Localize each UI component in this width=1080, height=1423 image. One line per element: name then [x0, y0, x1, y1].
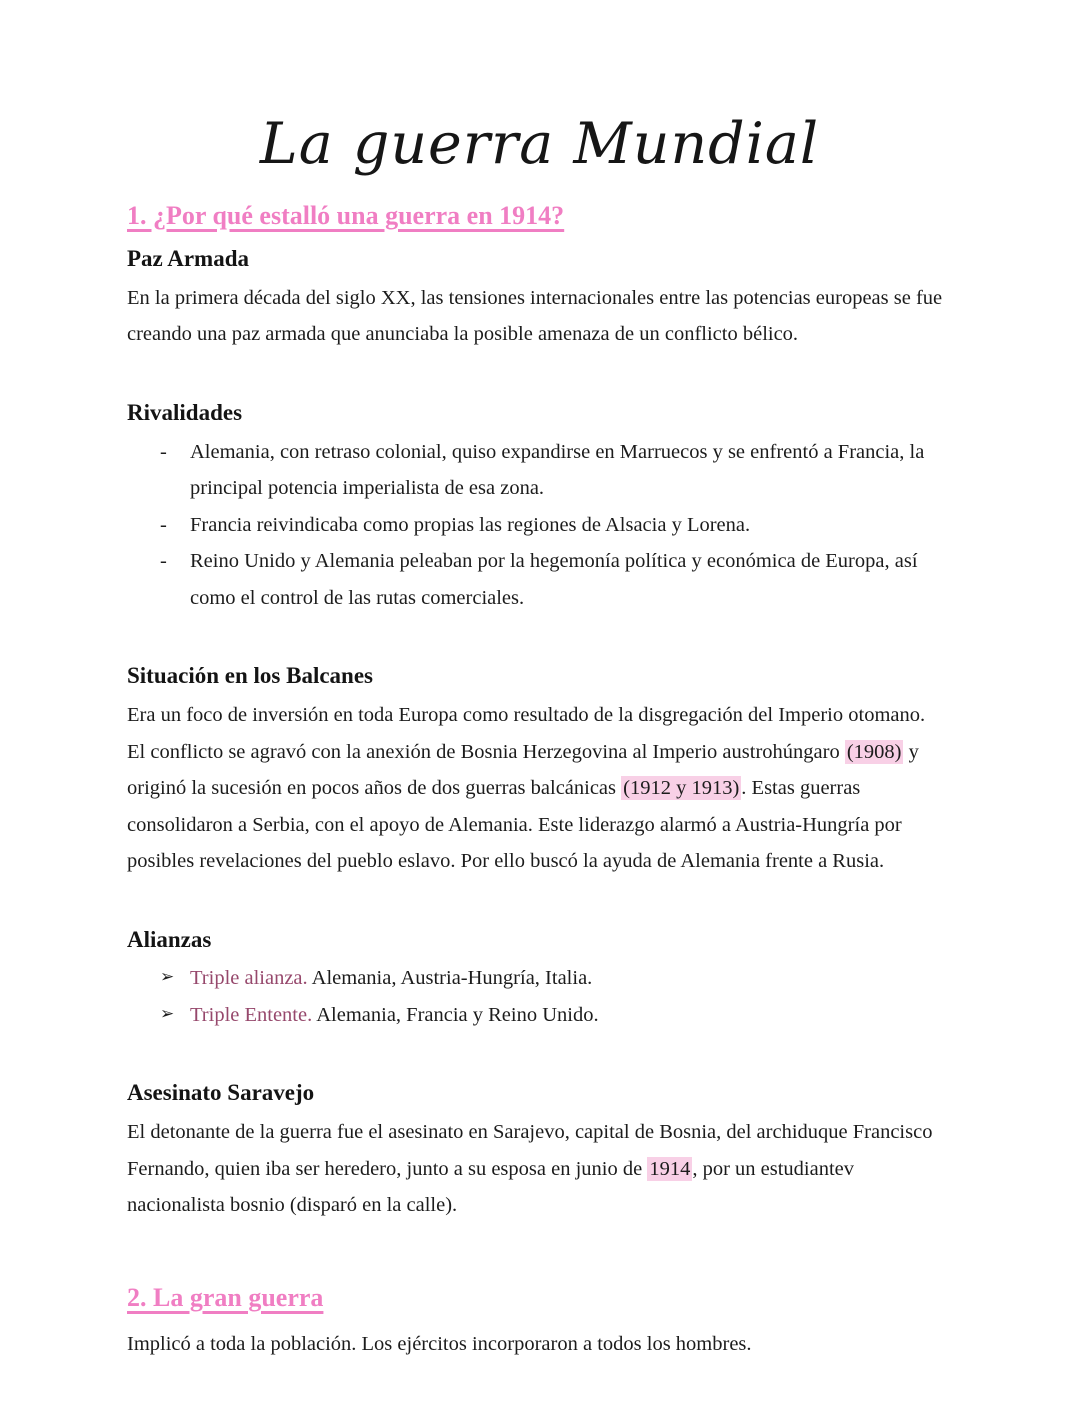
- section-heading-gran-guerra: 2. La gran guerra: [127, 1282, 324, 1312]
- rivalidades-title: Rivalidades: [127, 399, 243, 425]
- list-item-text: Alemania, con retraso colonial, quiso expandirse en Marruecos y se enfrentó a Francia, la principal potencia imperialista de esa zona.: [190, 440, 925, 500]
- highlight-1914: 1914: [649, 1157, 691, 1180]
- gran-guerra-paragraph: Implicó a toda la población. Los ejércitos incorporaron a todos los hombres.: [127, 1333, 752, 1356]
- document-title: La guerra Mundial: [259, 111, 820, 177]
- alliance-members: Alemania, Francia y Reino Unido.: [312, 1003, 599, 1026]
- highlight-1908: (1908): [846, 740, 902, 763]
- dash-bullet-marker: -: [160, 440, 167, 463]
- balcanes-text: y originó la sucesión en pocos años de dos guerras balcánicas: [127, 740, 919, 800]
- alianzas-title: Alianzas: [127, 926, 212, 952]
- asesinato-title: Asesinato Saravejo: [127, 1080, 315, 1106]
- term-triple-entente: Triple Entente.: [190, 1003, 313, 1026]
- list-item: [127, 997, 952, 1033]
- list-item-text: [190, 960, 952, 996]
- list-item-text: Francia reivindicaba como propias las regiones de Alsacia y Lorena.: [190, 513, 751, 536]
- term-triple-alianza: Triple alianza.: [190, 967, 308, 990]
- dash-bullet-marker: -: [160, 550, 167, 573]
- dash-bullet-marker: -: [160, 513, 167, 536]
- paz-armada-title: Paz Armada: [127, 246, 250, 272]
- list-item-text: [190, 997, 952, 1033]
- list-item-text: Reino Unido y Alemania peleaban por la hegemonía política y económica de Europa, así como el control de las rutas comerciales.: [190, 550, 918, 609]
- subsection-balcanes: [127, 661, 952, 879]
- subsection-asesinato: [127, 1078, 952, 1223]
- list-item: [127, 543, 952, 616]
- arrowhead-bullet-icon: ➢: [160, 1003, 175, 1024]
- balcanes-line1: Era un foco de inversión en toda Europa como resultado de la disgregación del Imperio otomano.: [127, 704, 926, 727]
- paz-armada-paragraph: En la primera década del siglo XX, las tensiones internacionales entre las potencias europeas se fue creando una paz armada que anunciaba la posible amenaza de un conflicto bélico.: [127, 286, 943, 346]
- balcanes-paragraph: [127, 697, 952, 879]
- list-item: [127, 507, 952, 543]
- list-item: [127, 960, 952, 996]
- subsection-paz-armada: [127, 244, 952, 353]
- asesinato-text: , por un estudiantev nacionalista bosnio (disparó en la calle).: [127, 1157, 855, 1217]
- subsection-alianzas: [127, 925, 952, 1034]
- rivalidades-bullet-list: [127, 434, 952, 616]
- arrowhead-bullet-icon: ➢: [160, 967, 175, 988]
- list-item: [127, 434, 952, 507]
- alliance-members: Alemania, Austria-Hungría, Italia.: [307, 967, 593, 990]
- balcanes-text: El conflicto se agravó con la anexión de Bosnia Herzegovina al Imperio austrohúngaro: [127, 740, 845, 763]
- balcanes-text: . Estas guerras consolidaron a Serbia, con el apoyo de Alemania. Este liderazgo alarmó a Austria-Hungría por posibles revelaciones del pueblo eslavo. Por ello buscó la ayuda de Alemania frente a Rusia.: [127, 777, 902, 873]
- balcanes-title: Situación en los Balcanes: [127, 663, 374, 689]
- asesinato-paragraph: [127, 1114, 952, 1223]
- highlight-1912-1913: (1912 y 1913): [623, 777, 740, 800]
- section-gran-guerra: [127, 1282, 952, 1363]
- asesinato-text: El detonante de la guerra fue el asesinato en Sarajevo, capital de Bosnia, del archiduque Francisco Fernando, quien iba ser heredero, junto a su esposa en junio de: [127, 1121, 933, 1180]
- section-heading-why-war-1914: 1. ¿Por qué estalló una guerra en 1914?: [127, 200, 565, 230]
- alianzas-bullet-list: [127, 960, 952, 1033]
- subsection-rivalidades: [127, 398, 952, 616]
